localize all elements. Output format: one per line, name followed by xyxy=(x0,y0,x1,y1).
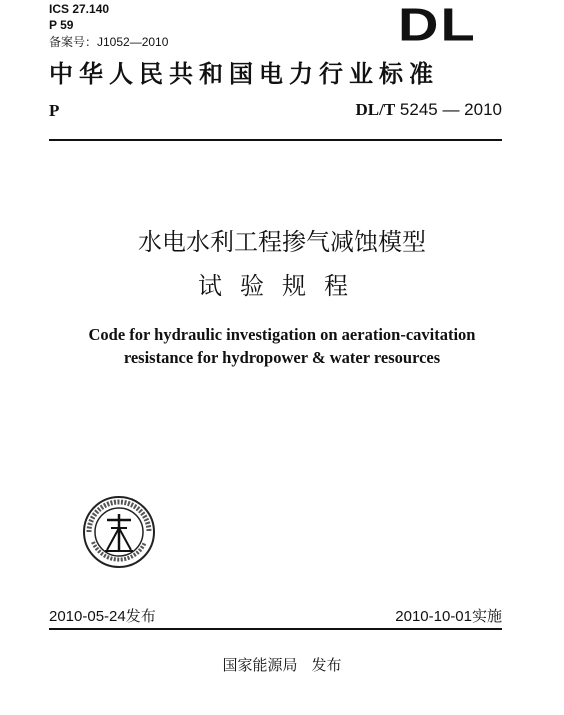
record-number: 备案号：J1052—2010 xyxy=(49,35,169,49)
standard-number xyxy=(355,100,502,120)
industry-standard-heading: 中华人民共和国电力行业标准 xyxy=(49,62,439,88)
category-letter: P xyxy=(49,101,60,120)
top-divider xyxy=(49,139,502,141)
standard-prefix: DL/T xyxy=(355,100,396,119)
bottom-divider xyxy=(49,628,502,630)
dl-logo: DL xyxy=(398,0,477,51)
title-english-line1: Code for hydraulic investigation on aeration-cavitation xyxy=(88,325,476,344)
ics-code: ICS 27.140 xyxy=(49,2,110,16)
title-chinese-line2: 试验规程 xyxy=(198,272,366,300)
title-english-line2: resistance for hydropower & water resources xyxy=(123,348,441,367)
implementation-date: 2010-10-01实施 xyxy=(395,608,502,625)
standard-code: 5245 — 2010 xyxy=(399,100,502,119)
issuing-authority xyxy=(0,654,564,675)
title-chinese-line1: 水电水利工程掺气减蚀模型 xyxy=(138,228,426,256)
issuer-name: 国家能源局 xyxy=(222,657,298,674)
issuer-action: 发布 xyxy=(311,657,342,674)
issue-date: 2010-05-24发布 xyxy=(49,608,156,625)
publisher-seal-icon xyxy=(81,494,157,570)
classification-code: P 59 xyxy=(49,18,74,32)
